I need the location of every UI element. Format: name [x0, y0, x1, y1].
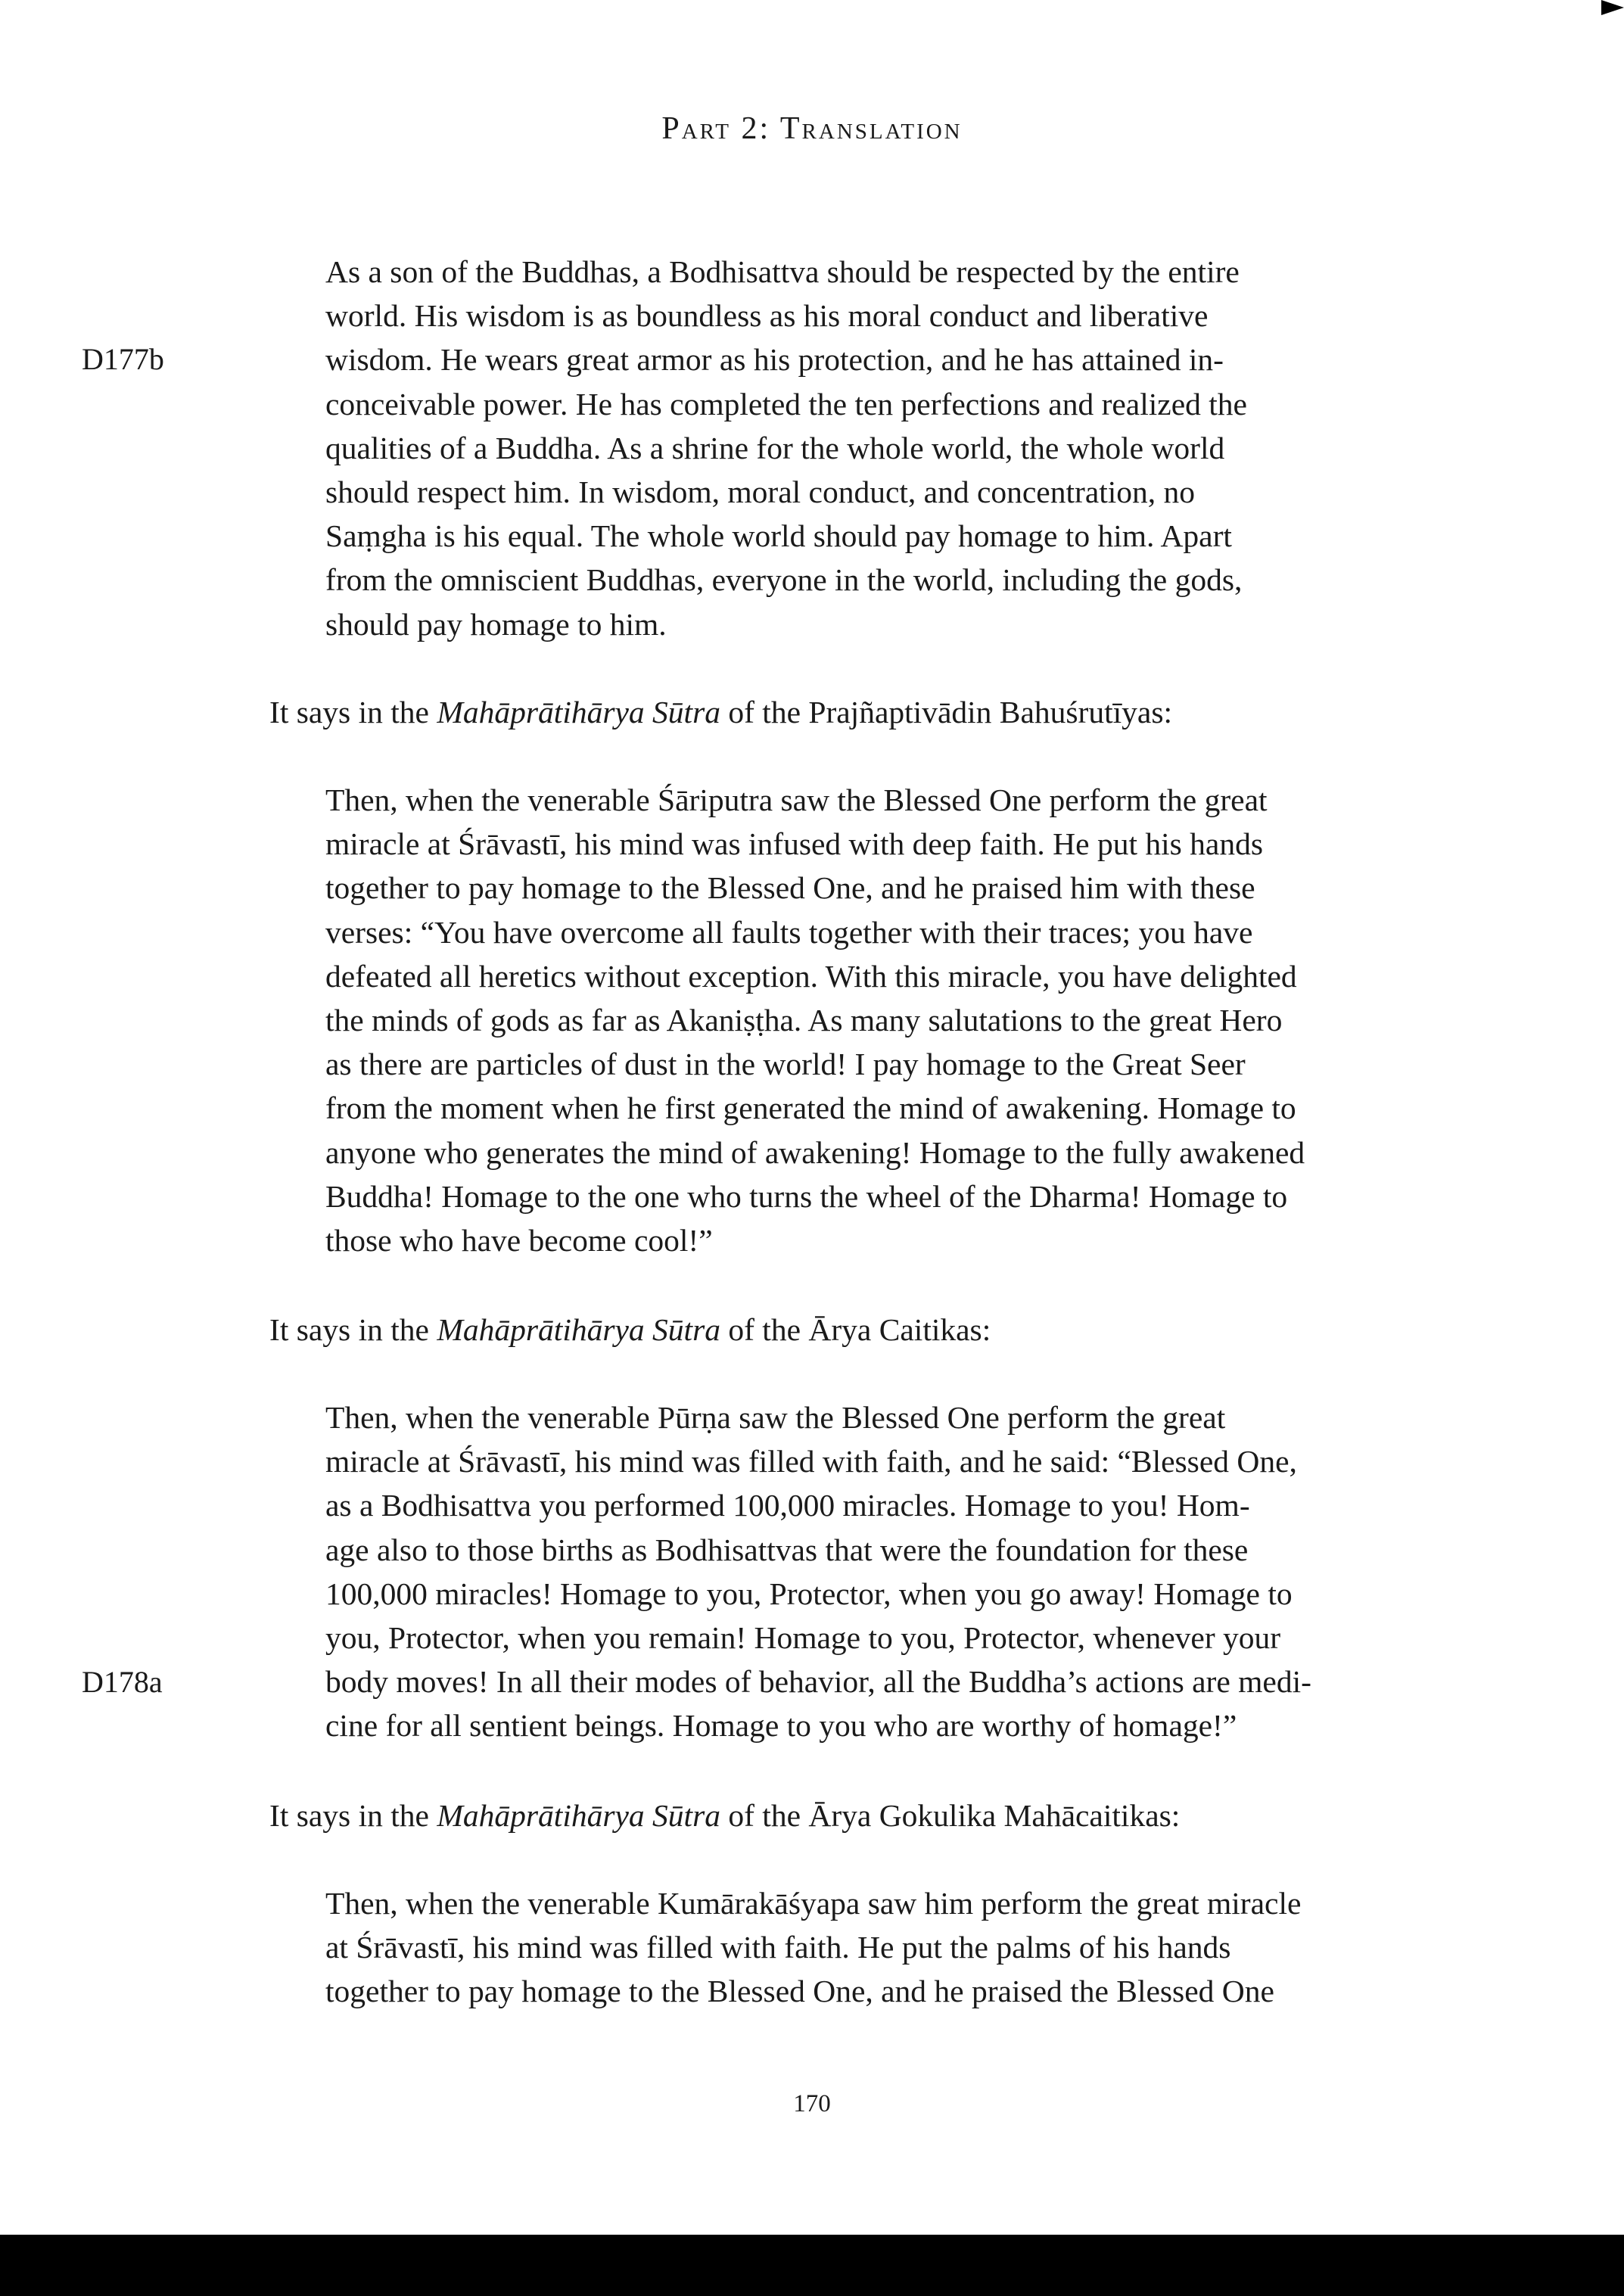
quote-block-1 — [325, 250, 1247, 646]
sutra-title: Mahāprātihārya Sūtra — [437, 1798, 720, 1833]
quote-line: As a son of the Buddhas, a Bodhisattva should be respected by the entire — [325, 254, 1240, 289]
sutra-title: Mahāprātihārya Sūtra — [437, 1312, 720, 1347]
quote-line: the minds of gods as far as Akaniṣṭha. As many salutations to the great Hero — [325, 1002, 1283, 1038]
running-head: Part 2: Translation — [661, 111, 963, 146]
intro-text: of the Ārya Caitikas: — [720, 1312, 991, 1347]
quote-line: miracle at Śrāvastī, his mind was infused with deep faith. He put his hands — [325, 826, 1263, 862]
quote-line: body moves! In all their modes of behavior, all the Buddha’s actions are medi- — [325, 1664, 1311, 1700]
intro-paragraph-3 — [269, 1794, 1180, 1837]
quote-line: qualities of a Buddha. As a shrine for the whole world, the whole world — [325, 430, 1225, 465]
intro-paragraph-2 — [269, 1308, 991, 1352]
quote-block-3 — [325, 1395, 1311, 1748]
intro-text: It says in the — [269, 1798, 437, 1833]
intro-text: It says in the — [269, 695, 437, 730]
quote-line: together to pay homage to the Blessed One, and he praised the Blessed One — [325, 1974, 1274, 2009]
margin-note-d177b: D177b — [82, 342, 164, 376]
quote-line: conceivable power. He has completed the ten perfections and realized the — [325, 386, 1247, 422]
quote-line: from the moment when he first generated the mind of awakening. Homage to — [325, 1090, 1296, 1126]
quote-line: wisdom. He wears great armor as his protection, and he has attained in- — [325, 342, 1224, 378]
intro-text: It says in the — [269, 1312, 437, 1347]
quote-line: should respect him. In wisdom, moral conduct, and concentration, no — [325, 474, 1196, 509]
quote-line: cine for all sentient beings. Homage to you who are worthy of homage!” — [325, 1708, 1237, 1744]
quote-line: should pay homage to him. — [325, 606, 667, 642]
intro-text: of the Ārya Gokulika Mahācaitikas: — [720, 1798, 1181, 1833]
quote-line: anyone who generates the mind of awakening! Homage to the fully awakened — [325, 1134, 1305, 1170]
intro-paragraph-1 — [269, 690, 1172, 734]
quote-line: as there are particles of dust in the world! I pay homage to the Great Seer — [325, 1047, 1246, 1082]
quote-line: at Śrāvastī, his mind was filled with faith. He put the palms of his hands — [325, 1930, 1231, 1965]
quote-line: Then, when the venerable Kumārakāśyapa saw him perform the great miracle — [325, 1886, 1302, 1921]
corner-mark — [1601, 0, 1624, 15]
quote-line: miracle at Śrāvastī, his mind was filled with faith, and he said: “Blessed One, — [325, 1444, 1297, 1479]
quote-line: Then, when the venerable Śāriputra saw the Blessed One perform the great — [325, 782, 1268, 817]
quote-line: you, Protector, when you remain! Homage to you, Protector, whenever your — [325, 1619, 1281, 1655]
quote-block-2 — [325, 778, 1305, 1262]
quote-line: Then, when the venerable Pūrṇa saw the Blessed One perform the great — [325, 1400, 1226, 1435]
quote-line: as a Bodhisattva you performed 100,000 miracles. Homage to you! Hom- — [325, 1488, 1250, 1523]
quote-block-4 — [325, 1881, 1301, 2014]
intro-text: of the Prajñaptivādin Bahuśrutīyas: — [720, 695, 1172, 730]
quote-line: Buddha! Homage to the one who turns the wheel of the Dharma! Homage to — [325, 1178, 1288, 1214]
quote-line: together to pay homage to the Blessed One, and he praised him with these — [325, 870, 1255, 906]
quote-line: 100,000 miracles! Homage to you, Protector, when you go away! Homage to — [325, 1576, 1293, 1611]
page-number: 170 — [793, 2090, 831, 2117]
quote-line: verses: “You have overcome all faults together with their traces; you have — [325, 914, 1253, 950]
quote-line: from the omniscient Buddhas, everyone in the world, including the gods, — [325, 562, 1243, 598]
quote-line: those who have become cool!” — [325, 1222, 713, 1258]
quote-line: age also to those births as Bodhisattvas that were the foundation for these — [325, 1532, 1249, 1567]
quote-line: world. His wisdom is as boundless as his moral conduct and liberative — [325, 298, 1209, 334]
quote-line: Saṃgha is his equal. The whole world should pay homage to him. Apart — [325, 518, 1232, 554]
scan-bottom-edge — [0, 2235, 1624, 2296]
quote-line: defeated all heretics without exception. With this miracle, you have delighted — [325, 958, 1297, 994]
margin-note-d178a: D178a — [82, 1665, 163, 1699]
sutra-title: Mahāprātihārya Sūtra — [437, 695, 720, 730]
